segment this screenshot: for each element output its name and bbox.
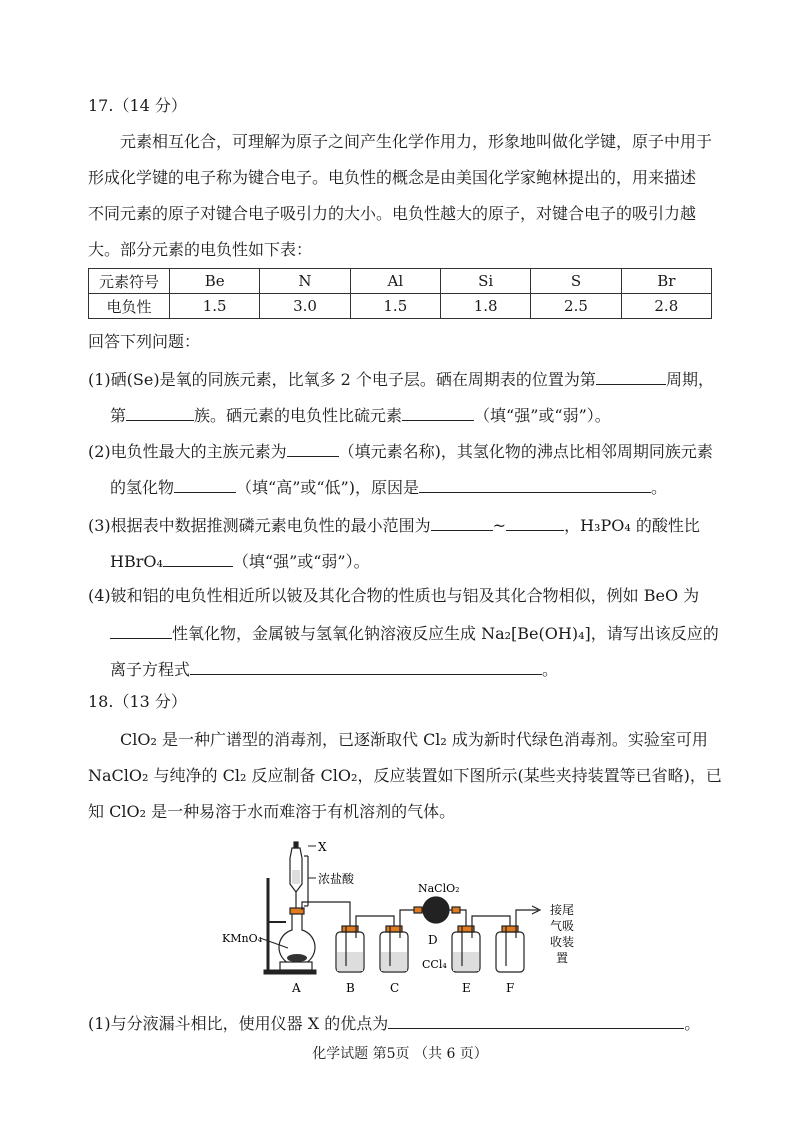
- table-cell: S: [531, 269, 621, 294]
- round-bottom-flask: [279, 908, 315, 970]
- table-cell: Be: [170, 269, 260, 294]
- wash-bottle-b: [336, 926, 364, 972]
- table-cell: 3.0: [260, 294, 350, 319]
- q17-part4-line1: (4)铍和铝的电负性相近所以铍及其化合物的性质也与铝及其化合物相似，例如 BeO 为: [88, 586, 700, 605]
- electronegativity-table: [88, 268, 712, 319]
- table-cell: 1.5: [350, 294, 440, 319]
- table-cell: N: [260, 269, 350, 294]
- wash-bottle-c: [380, 926, 408, 972]
- text: 。: [684, 1014, 701, 1033]
- answer-blank[interactable]: [174, 474, 236, 493]
- label-ccl4: CCl₄: [422, 958, 447, 971]
- text: (1)硒(Se)是氧的同族元素，比氧多 2 个电子层。硒在周期表的位置为第: [88, 370, 596, 389]
- table-row-values: [89, 294, 712, 319]
- q18-header: 18.（13 分）: [88, 692, 187, 711]
- q17-intro-line-4: 大。部分元素的电负性如下表：: [88, 240, 313, 259]
- drying-tube-d: [414, 897, 460, 923]
- q17-part1-line1: [88, 366, 714, 392]
- q18-intro-line-3: 知 ClO₂ 是一种易溶于水而难溶于有机溶剂的气体。: [88, 802, 456, 821]
- letter-a: A: [292, 981, 301, 995]
- answer-blank[interactable]: [388, 1010, 684, 1029]
- text: 的氢化物: [110, 478, 175, 497]
- table-cell: Si: [440, 269, 530, 294]
- q17-part3-line2: [110, 548, 370, 574]
- answer-prompt: 回答下列问题：: [88, 332, 201, 351]
- text: （填“强”或“弱”）。: [232, 552, 370, 571]
- q17-header: 17.（14 分）: [88, 96, 187, 115]
- q17-part4-line2: [110, 620, 719, 646]
- text: 。: [650, 478, 667, 497]
- table-cell: Br: [621, 269, 711, 294]
- label-x: X: [318, 840, 327, 854]
- text: 性氧化物，金属铍与氢氧化钠溶液反应生成 Na₂[Be(OH)₄]，请写出该反应的: [172, 624, 719, 643]
- answer-blank[interactable]: [287, 438, 339, 457]
- tail-label-line: 接尾: [550, 903, 575, 917]
- q17-part3-line1: [88, 512, 700, 538]
- answer-blank[interactable]: [506, 512, 564, 531]
- tail-label-line: 气吸: [550, 919, 575, 933]
- text: (2)电负性最大的主族元素为: [88, 442, 287, 461]
- label-naclo2: NaClO₂: [418, 882, 460, 895]
- wash-bottle-e: [452, 926, 480, 972]
- text: (3)根据表中数据推测磷元素电负性的最小范围为: [88, 516, 431, 535]
- q17-intro-line-3: 不同元素的原子对键合电子吸引力的大小。电负性越大的原子，对键合电子的吸引力越: [88, 204, 697, 223]
- q17-intro-line-2: 形成化学键的电子称为键合电子。电负性的概念是由美国化学家鲍林提出的，用来描述: [88, 168, 697, 187]
- table-row-symbols: [89, 269, 712, 294]
- q18-intro-line-1: ClO₂ 是一种广谱型的消毒剂，已逐渐取代 Cl₂ 成为新时代绿色消毒剂。实验室可用: [120, 730, 708, 749]
- letter-d: D: [428, 933, 438, 947]
- tail-gas-label: [550, 902, 574, 965]
- label-kmno4: KMnO₄: [222, 932, 262, 945]
- table-cell: 2.8: [621, 294, 711, 319]
- text: ~: [492, 516, 507, 535]
- answer-blank[interactable]: [163, 548, 233, 567]
- answer-blank[interactable]: [190, 656, 542, 675]
- answer-blank[interactable]: [431, 512, 493, 531]
- apparatus-diagram: [210, 834, 600, 998]
- text: 离子方程式: [110, 660, 191, 679]
- pressure-equalizing-funnel: [290, 842, 308, 908]
- text: （填“高”或“低”)，原因是: [236, 478, 419, 497]
- label-hcl: 浓盐酸: [318, 872, 355, 886]
- text: 。: [542, 660, 559, 679]
- text: HBrO₄: [110, 552, 163, 571]
- answer-blank[interactable]: [126, 402, 194, 421]
- answer-blank[interactable]: [110, 620, 172, 639]
- page-footer: 化学试题 第5页 （共 6 页）: [312, 1046, 488, 1062]
- q17-part2-line1: [88, 438, 713, 464]
- table-cell: Al: [350, 269, 440, 294]
- text: ，H₃PO₄ 的酸性比: [564, 516, 700, 535]
- letter-b: B: [346, 981, 355, 995]
- q17-part4-line3: [110, 656, 558, 682]
- q17-intro-line-1: 元素相互化合，可理解为原子之间产生化学作用力，形象地叫做化学键，原子中用于: [120, 132, 713, 151]
- letter-c: C: [390, 981, 400, 995]
- text: (1)与分液漏斗相比，使用仪器 X 的优点为: [88, 1014, 389, 1033]
- text: （填元素名称)，其氢化物的沸点比相邻周期同族元素: [338, 442, 713, 461]
- table-cell: 1.8: [440, 294, 530, 319]
- answer-blank[interactable]: [419, 474, 651, 493]
- q18-part1: [88, 1010, 700, 1036]
- text: 第: [110, 406, 127, 425]
- q17-part2-line2: [110, 474, 667, 500]
- table-header-symbol: 元素符号: [89, 269, 170, 294]
- letter-e: E: [462, 981, 471, 995]
- table-cell: 2.5: [531, 294, 621, 319]
- q18-intro-line-2: NaClO₂ 与纯净的 Cl₂ 反应制备 ClO₂，反应装置如下图所示(某些夹持装置等已省略)，已: [88, 766, 722, 785]
- tail-label-line: 收装: [550, 935, 575, 949]
- letter-f: F: [506, 981, 515, 995]
- wash-bottle-f: [496, 926, 524, 972]
- tail-label-line: 置: [556, 951, 569, 965]
- text: （填“强”或“弱”）。: [474, 406, 611, 425]
- answer-blank[interactable]: [402, 402, 474, 421]
- answer-blank[interactable]: [596, 366, 666, 385]
- text: 周期，: [665, 370, 714, 389]
- table-cell: 1.5: [170, 294, 260, 319]
- q17-part1-line2: [110, 402, 611, 428]
- text: 族。硒元素的电负性比硫元素: [194, 406, 403, 425]
- table-header-value: 电负性: [89, 294, 170, 319]
